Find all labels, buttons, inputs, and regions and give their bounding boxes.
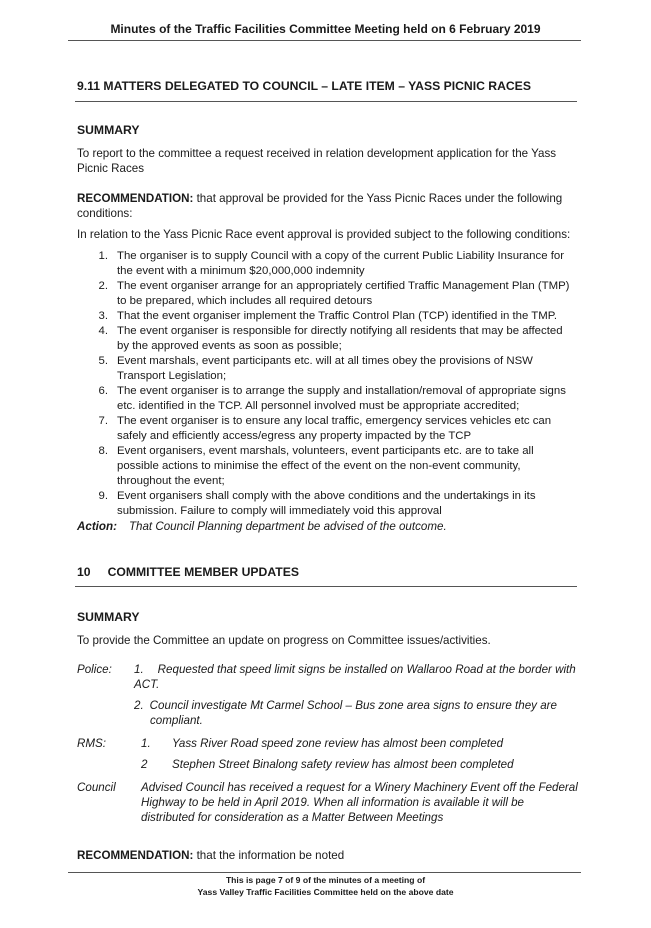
list-item-text bbox=[117, 324, 577, 354]
list-item-line: The event organiser is responsible for directly notifying all residents that may be affected bbox=[117, 325, 563, 337]
recommendation-label: RECOMMENDATION: bbox=[77, 849, 194, 862]
list-item-number: 2. bbox=[98, 280, 108, 292]
section-911-summary-line1: To report to the committee a request received in relation development application for the Yass bbox=[77, 147, 557, 160]
list-item-line: Transport Legislation; bbox=[117, 370, 227, 382]
council-line-3: distributed for consideration as a Matter Between Meetings bbox=[141, 811, 444, 824]
police-item-1-cont: ACT. bbox=[134, 678, 160, 691]
list-item-text bbox=[117, 279, 577, 309]
action-text: That Council Planning department be advised of the outcome. bbox=[128, 520, 447, 533]
footer-rule bbox=[68, 872, 581, 873]
rms-item-1-number: 1. bbox=[141, 737, 151, 750]
recommendation-text: that the information be noted bbox=[193, 849, 345, 862]
list-item-text bbox=[117, 309, 577, 324]
action-line bbox=[77, 519, 447, 534]
action-label: Action: bbox=[77, 520, 117, 533]
list-item-text bbox=[117, 384, 577, 414]
council-label: Council bbox=[77, 781, 116, 794]
list-item-line: safely and efficiently access/egress any property impacted by the TCP bbox=[117, 430, 472, 442]
section-911-summary-heading: SUMMARY bbox=[77, 123, 140, 137]
section-911-recommendation-line2: conditions: bbox=[77, 207, 133, 220]
section-10-rule bbox=[75, 586, 577, 587]
list-item-number: 8. bbox=[98, 445, 108, 457]
police-label: Police: bbox=[77, 663, 112, 676]
list-item-text bbox=[117, 354, 577, 384]
section-911-intro: In relation to the Yass Picnic Race event approval is provided subject to the following conditions: bbox=[77, 228, 571, 241]
rms-item-2-number: 2 bbox=[141, 758, 148, 771]
police-item-number: 2. bbox=[134, 699, 144, 712]
recommendation-text: that approval be provided for the Yass Picnic Races under the following bbox=[193, 192, 563, 205]
header-rule bbox=[68, 40, 581, 41]
list-item-text bbox=[117, 414, 577, 444]
list-item-number: 9. bbox=[98, 490, 108, 502]
section-10-summary-heading: SUMMARY bbox=[77, 610, 140, 624]
list-item-line: by the approved events as soon as possible; bbox=[117, 340, 342, 352]
police-item-2 bbox=[134, 698, 557, 713]
list-item-line: The organiser is to supply Council with a copy of the current Public Liability Insurance for bbox=[117, 250, 564, 262]
list-item-line: etc. identified in the TCP. All personnel involved must be appropriate accredited; bbox=[117, 400, 520, 412]
list-item-line: possible actions to minimise the effect of the event on the non-event community, bbox=[117, 460, 521, 472]
section-911-recommendation bbox=[77, 191, 562, 206]
section-911-heading: 9.11 MATTERS DELEGATED TO COUNCIL – LATE ITEM – YASS PICNIC RACES bbox=[77, 79, 531, 93]
list-item-text bbox=[117, 249, 577, 279]
list-item-line: The event organiser arrange for an appropriately certified Traffic Management Plan (TMP) bbox=[117, 280, 570, 292]
list-item-line: submission. Failure to comply will immediately void this approval bbox=[117, 505, 442, 517]
section-10-title: COMMITTEE MEMBER UPDATES bbox=[107, 565, 299, 579]
council-line-1: Advised Council has received a request for a Winery Machinery Event off the Federal bbox=[141, 781, 578, 794]
rms-item-1-text: Yass River Road speed zone review has almost been completed bbox=[172, 737, 504, 750]
list-item-line: Event marshals, event participants etc. will at all times obey the provisions of NSW bbox=[117, 355, 533, 367]
police-item-line: Requested that speed limit signs be installed on Wallaroo Road at the border with bbox=[157, 663, 576, 676]
list-item-number: 7. bbox=[98, 415, 108, 427]
list-item-line: throughout the event; bbox=[117, 475, 225, 487]
list-item-number: 6. bbox=[98, 385, 108, 397]
list-item-text bbox=[117, 444, 577, 489]
police-item-line: Council investigate Mt Carmel School – Bus zone area signs to ensure they are bbox=[149, 699, 557, 712]
footer-line-2: Yass Valley Traffic Facilities Committee held on the above date bbox=[197, 887, 454, 897]
list-item-line: the event with a minimum $20,000,000 indemnity bbox=[117, 265, 365, 277]
list-item-number: 4. bbox=[98, 325, 108, 337]
recommendation-label: RECOMMENDATION: bbox=[77, 192, 194, 205]
list-item-number: 5. bbox=[98, 355, 108, 367]
list-item-line: Event organisers, event marshals, volunteers, event participants etc. are to take all bbox=[117, 445, 534, 457]
page-header: Minutes of the Traffic Facilities Committee Meeting held on 6 February 2019 bbox=[110, 22, 541, 36]
section-911-summary-line2: Picnic Races bbox=[77, 162, 145, 175]
list-item-line: The event organiser is to ensure any local traffic, emergency services vehicles etc can bbox=[117, 415, 552, 427]
section-911-rule bbox=[75, 101, 577, 102]
rms-label: RMS: bbox=[77, 737, 106, 750]
footer-line-1: This is page 7 of 9 of the minutes of a meeting of bbox=[225, 875, 426, 885]
police-item-1 bbox=[134, 662, 576, 677]
rms-item-2-text: Stephen Street Binalong safety review has almost been completed bbox=[172, 758, 514, 771]
list-item-line: That the event organiser implement the Traffic Control Plan (TCP) identified in the TMP. bbox=[117, 310, 558, 322]
list-item-line: Event organisers shall comply with the above conditions and the undertakings in its bbox=[117, 490, 536, 502]
list-item-number: 1. bbox=[98, 250, 108, 262]
list-item-line: to be prepared, which includes all required detours bbox=[117, 295, 373, 307]
section-10-recommendation bbox=[77, 848, 344, 863]
list-item-text bbox=[117, 489, 577, 519]
list-item-number: 3. bbox=[98, 310, 108, 322]
section-10-number: 10 bbox=[77, 565, 91, 579]
police-item-number: 1. bbox=[134, 663, 144, 676]
section-10-summary-text: To provide the Committee an update on progress on Committee issues/activities. bbox=[77, 634, 491, 647]
council-line-2: Highway to be held in April 2019. When all information is available it will be bbox=[141, 796, 525, 809]
list-item-line: The event organiser is to arrange the supply and installation/removal of appropriate signs bbox=[117, 385, 566, 397]
section-10-heading bbox=[77, 565, 299, 579]
police-item-2-cont: compliant. bbox=[150, 714, 203, 727]
